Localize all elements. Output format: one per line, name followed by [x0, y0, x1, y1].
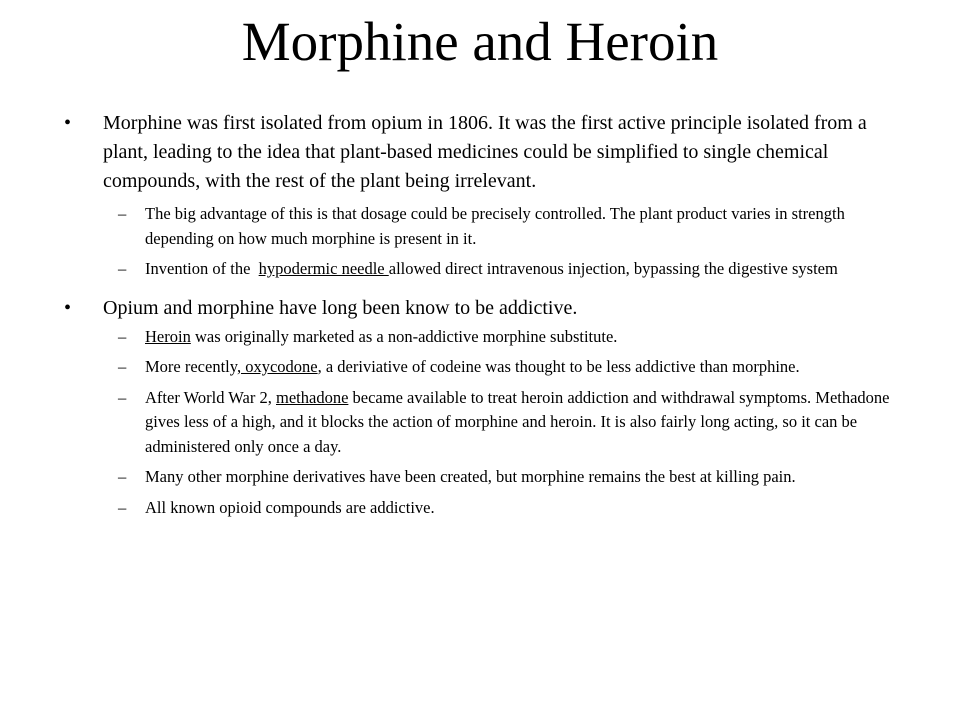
hyperlink-heroin[interactable]: Heroin: [145, 326, 191, 346]
sub-bullet-text-before: Invention of the: [145, 259, 259, 278]
bullet-point: [0, 294, 960, 323]
sub-bullet-text: The big advantage of this is that dosage could be precisely controlled. The plant product varies in strength depending on how much morphine is present in it.: [145, 204, 845, 248]
sub-bullet: [0, 496, 960, 521]
dash-icon: –: [118, 204, 127, 223]
hyperlink-methadone[interactable]: methadone: [276, 387, 349, 407]
sub-bullet-text-after: allowed direct intravenous injection, bypassing the digestive system: [388, 259, 838, 278]
sub-bullet: [0, 386, 960, 460]
sub-bullet: [0, 355, 960, 380]
slide-title: Morphine and Heroin: [241, 11, 719, 72]
hyperlink-oxycodone[interactable]: , oxycodone: [236, 357, 318, 376]
hyperlink-hypodermic-needle[interactable]: hypodermic needle: [258, 259, 389, 278]
sub-bullet-text: Many other morphine derivatives have been created, but morphine remains the best at killing pain.: [145, 467, 796, 486]
sub-bullet: [0, 465, 960, 490]
sub-bullet: [0, 202, 960, 251]
dash-icon: –: [118, 326, 127, 346]
dash-icon: –: [118, 467, 127, 486]
bullet-icon: •: [64, 112, 72, 134]
dash-icon: –: [118, 497, 127, 517]
sub-bullet: [0, 325, 960, 350]
slide-content: [0, 109, 960, 520]
dash-icon: –: [118, 357, 127, 376]
sub-bullet-text-after: was originally marketed as a non-addictive morphine substitute.: [190, 326, 618, 346]
bullet-point: [0, 109, 960, 196]
bullet-icon: •: [64, 296, 72, 319]
sub-bullet-text-after: became available to treat heroin addiction and withdrawal symptoms. Methadone gives less of a high, and it blocks the action of morphine and heroin. It is also fairly long acting, so it can be administered only once a day.: [145, 387, 890, 456]
sub-bullet-text-before: After World War 2,: [145, 387, 276, 407]
bullet-text: Opium and morphine have long been know to be addictive.: [103, 296, 578, 319]
sub-bullet-text-after: , a deriviative of codeine was thought to be less addictive than morphine.: [317, 357, 800, 376]
dash-icon: –: [118, 387, 127, 407]
bullet-text: Morphine was first isolated from opium in 1806. It was the first active principle isolated from a plant, leading to the idea that plant-based medicines could be simplified to single chemical compounds, with the rest of the plant being irrelevant.: [103, 112, 867, 192]
dash-icon: –: [118, 259, 127, 278]
sub-bullet: [0, 257, 960, 282]
sub-bullet-text: All known opioid compounds are addictive.: [145, 497, 435, 517]
sub-bullet-text-before: More recently: [145, 357, 237, 376]
